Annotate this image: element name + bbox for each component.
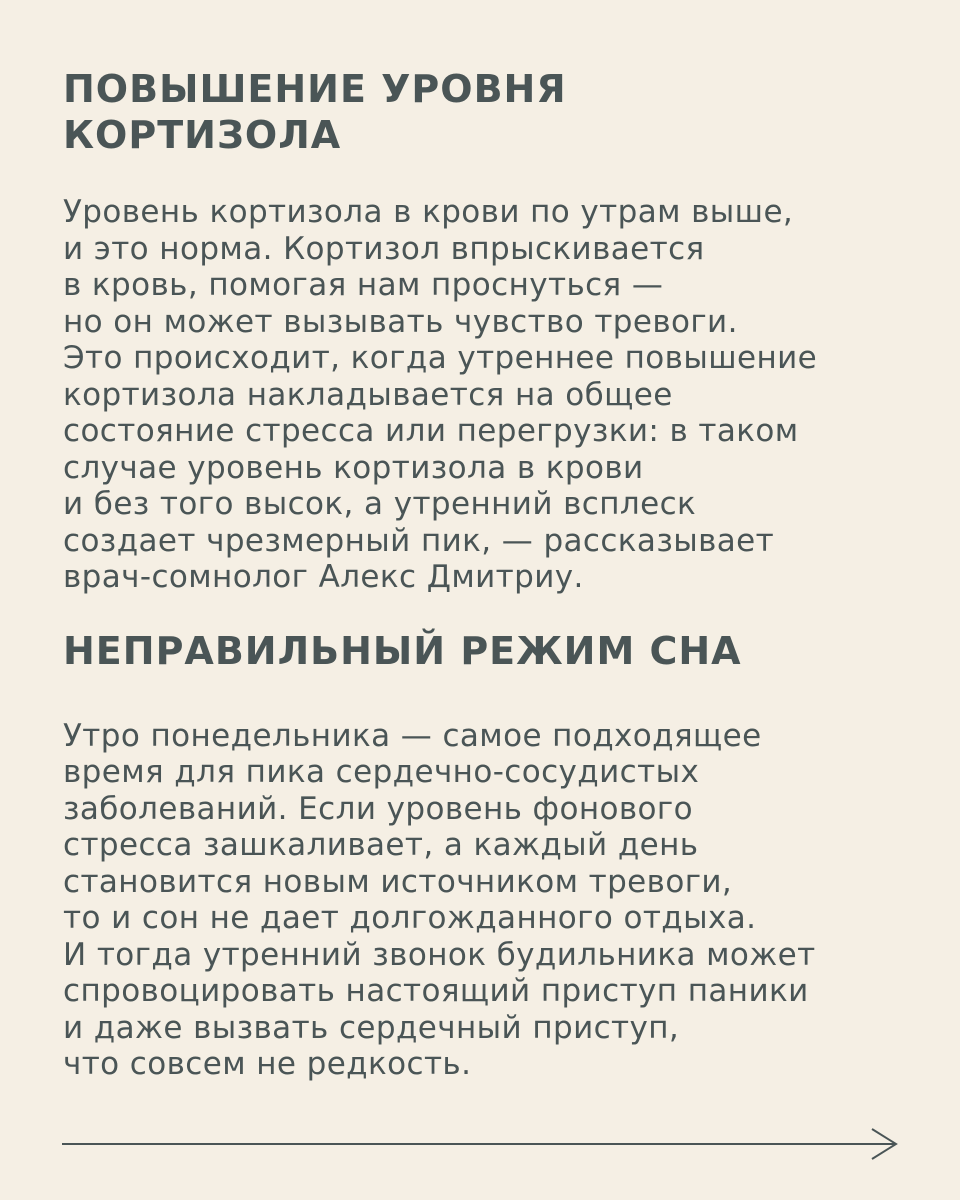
- arrow-right-icon: [62, 1126, 900, 1162]
- paragraph-line: и даже вызвать сердечный приступ,: [63, 1009, 680, 1046]
- next-page-button[interactable]: [62, 1126, 900, 1162]
- title-line: КОРТИЗОЛА: [63, 113, 342, 157]
- section-title-sleep-mode: [63, 628, 923, 674]
- paragraph-cortisol: [63, 194, 923, 596]
- paragraph-line: И тогда утренний звонок будильника может: [63, 936, 816, 973]
- paragraph-line: но он может вызывать чувство тревоги.: [63, 303, 738, 340]
- paragraph-line: заболеваний. Если уровень фонового: [63, 790, 693, 827]
- paragraph-line: Уровень кортизола в крови по утрам выше,: [63, 194, 794, 230]
- paragraph-line: кортизола накладывается на общее: [63, 376, 673, 413]
- title-line: ПОВЫШЕНИЕ УРОВНЯ: [63, 67, 567, 111]
- paragraph-line: и это норма. Кортизол впрыскивается: [63, 230, 705, 267]
- paragraph-line: врач-сомнолог Алекс Дмитриу.: [63, 559, 584, 595]
- paragraph-line: становится новым источником тревоги,: [63, 863, 733, 900]
- paragraph-line: создает чрезмерный пик, — рассказывает: [63, 522, 775, 559]
- title-line: НЕПРАВИЛЬНЫЙ РЕЖИМ СНА: [63, 628, 742, 673]
- paragraph-line: в кровь, помогая нам проснуться —: [63, 267, 664, 303]
- paragraph-line: и без того высок, а утренний всплеск: [63, 486, 697, 522]
- paragraph-line: состояние стресса или перегрузки: в таком: [63, 413, 799, 449]
- article-content: [63, 66, 923, 1083]
- paragraph-line: случае уровень кортизола в крови: [63, 449, 644, 486]
- section-title-cortisol: [63, 66, 923, 158]
- paragraph-line: Утро понедельника — самое подходящее: [63, 717, 762, 754]
- paragraph-line: то и сон не дает долгожданного отдыха.: [63, 900, 757, 936]
- paragraph-line: стресса зашкаливает, а каждый день: [63, 827, 699, 863]
- paragraph-line: что совсем не редкость.: [63, 1046, 472, 1082]
- paragraph-sleep-mode: [63, 718, 923, 1083]
- paragraph-line: Это происходит, когда утреннее повышение: [63, 340, 818, 376]
- paragraph-line: спровоцировать настоящий приступ паники: [63, 973, 809, 1009]
- paragraph-line: время для пика сердечно-сосудистых: [63, 754, 700, 790]
